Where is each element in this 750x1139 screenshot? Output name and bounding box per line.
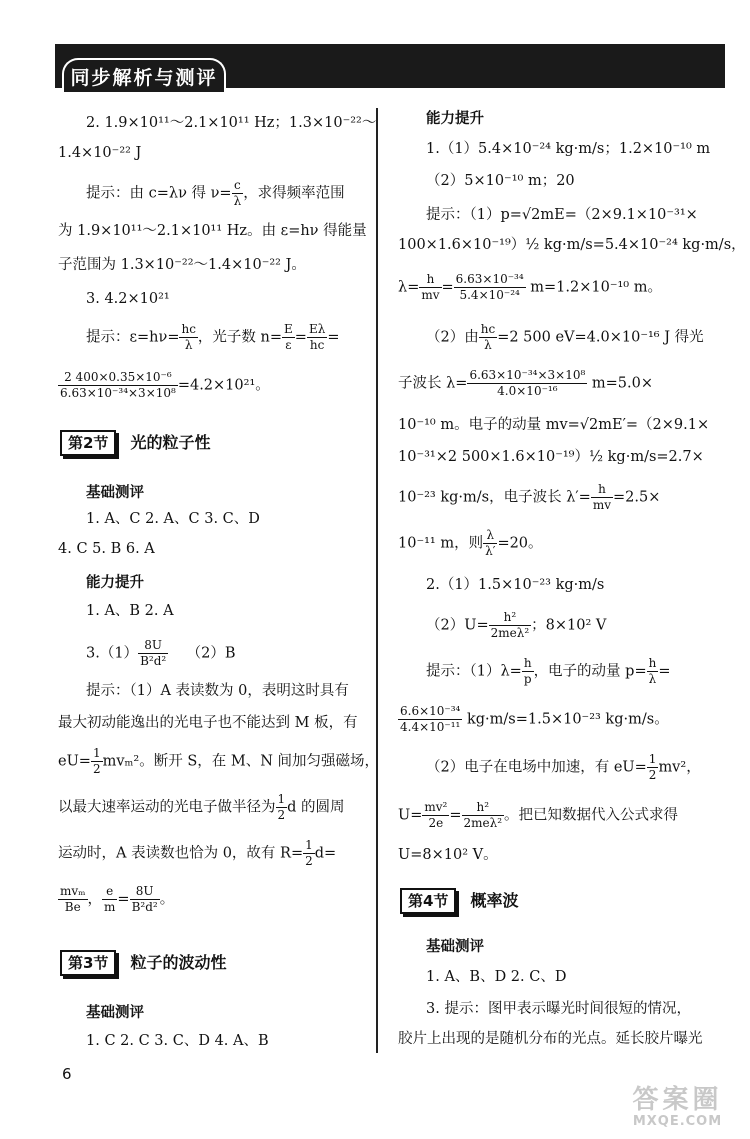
- hint-line: 以最大速率运动的光电子做半径为 $\frac{1}{2}$ d 的圆周: [58, 792, 345, 822]
- hint-line: 10⁻¹¹ m，则 $\frac{\lambda}{\lambda'}$ =20。: [398, 528, 543, 558]
- hint-line: （2）由 $\frac{hc}{\lambda}$ =2 500 eV=4.0×10⁻¹⁶ J 得光: [426, 322, 704, 352]
- fraction: $\frac{c}{\lambda}$: [233, 178, 242, 208]
- hint-line: 子范围为 1.3×10⁻²²～1.4×10⁻²² J。: [58, 257, 306, 273]
- answers: 2.（1）1.5×10⁻²³ kg·m/s: [426, 577, 605, 593]
- fraction: $\frac{\lambda}{\lambda'}$: [485, 528, 496, 558]
- answers: （2）5×10⁻¹⁰ m；20: [426, 173, 575, 189]
- section-2-heading: [60, 430, 210, 456]
- fraction: $\frac{E\lambda}{hc}$: [308, 322, 326, 352]
- fraction: $\frac{e}{m}$: [104, 884, 116, 914]
- section-3-heading: [60, 950, 226, 976]
- hint-line: $\frac{\text{6.6×10⁻³⁴}}{\text{4.4×10⁻¹¹}}$ kg·m/s=1.5×10⁻²³ kg·m/s。: [400, 704, 669, 734]
- hint-line: 10⁻³¹×2 500×1.6×10⁻¹⁹）½ kg·m/s=2.7×: [398, 449, 704, 465]
- answers: 1. A、B、D 2. C、D: [426, 969, 567, 985]
- section-title: 粒子的波动性: [130, 953, 227, 972]
- header-title: 同步解析与测评: [62, 58, 226, 92]
- fraction: $\frac{8U}{\text{B²d²}}$: [140, 638, 167, 668]
- fraction: $\frac{h}{\lambda}$: [648, 656, 657, 686]
- fraction: $\frac{1}{2}$: [277, 792, 286, 822]
- answer-2: 2. 1.9×10¹¹～2.1×10¹¹ Hz；1.3×10⁻²²～: [86, 115, 377, 131]
- watermark-logo: [610, 1086, 745, 1136]
- watermark-text: 答案圈: [632, 1085, 723, 1115]
- section-label: 第3节: [60, 950, 116, 976]
- hint-line: 提示：（1）p=√2mE=（2×9.1×10⁻³¹×: [426, 207, 698, 223]
- fraction: $\frac{1}{2}$: [648, 752, 657, 782]
- hint-line: $\frac{\text{2 400×0.35×10⁻⁶}}{\text{6.63×10⁻³⁴×3×10⁸}}$ =4.2×10²¹。: [60, 370, 270, 400]
- fraction: $\frac{1}{2}$: [92, 746, 101, 776]
- answers: 4. C 5. B 6. A: [58, 541, 155, 557]
- hint-line: 提示：由 c=λν 得 ν= $\frac{c}{\lambda}$ ，求得频率范围: [86, 178, 345, 208]
- fraction: $\frac{hc}{\lambda}$: [480, 322, 496, 352]
- answers: 1.（1）5.4×10⁻²⁴ kg·m/s；1.2×10⁻¹⁰ m: [426, 141, 711, 157]
- fraction: $\frac{\text{mvₘ}}{Be}$: [60, 884, 86, 914]
- section-title: 光的粒子性: [130, 433, 211, 452]
- hint-line: λ= $\frac{h}{mv}$ = $\frac{\text{6.63×10⁻³⁴}}{\text{5.4×10⁻²⁴}}$ m=1.2×10⁻¹⁰ m。: [398, 272, 662, 302]
- hint-line: U= $\frac{\text{mv²}}{2e}$ = $\frac{\text{h²}}{\text{2meλ²}}$ 。把已知数据代入公式求得: [398, 800, 679, 830]
- fraction: $\frac{\text{h²}}{\text{2meλ²}}$: [463, 800, 503, 830]
- column-divider: [376, 108, 378, 1053]
- hint-line: （2）电子在电场中加速，有 eU= $\frac{1}{2}$ mv²，: [426, 752, 701, 782]
- fraction: $\frac{h}{p}$: [523, 656, 532, 686]
- answer-3: 3. 4.2×10²¹: [86, 291, 170, 307]
- fraction: $\frac{hc}{\lambda}$: [181, 322, 196, 352]
- hint-line: 10⁻¹⁰ m。电子的动量 mv=√2mE′=（2×9.1×: [398, 417, 710, 433]
- hint-line: 提示：（1）A 表读数为 0，表明这时具有: [86, 683, 349, 699]
- fraction: $\frac{\text{6.63×10⁻³⁴×3×10⁸}}{\text{4.0×10⁻¹⁶}}$: [469, 368, 586, 398]
- page-number: 6: [62, 1065, 72, 1083]
- hint-line: 提示：ε=hν= $\frac{hc}{\lambda}$ ，光子数 n= $\frac{E}{\varepsilon}$ = $\frac{E\lambda}{hc}$ =: [86, 322, 340, 352]
- fraction: $\frac{\text{h²}}{\text{2meλ²}}$: [490, 610, 530, 640]
- subheading: 能力提升: [86, 575, 144, 591]
- hint-line: 3. 提示：图甲表示曝光时间很短的情况，: [426, 1001, 691, 1017]
- answer-2-cont: 1.4×10⁻²² J: [58, 145, 142, 161]
- hint-line: 100×1.6×10⁻¹⁹）½ kg·m/s=5.4×10⁻²⁴ kg·m/s，: [398, 237, 746, 253]
- section-label: 第2节: [60, 430, 116, 456]
- fraction: $\frac{8U}{\text{B²d²}}$: [131, 884, 158, 914]
- hint-line: U=8×10² V。: [398, 847, 498, 863]
- hint-line: 子波长 λ= $\frac{\text{6.63×10⁻³⁴×3×10⁸}}{\text{4.0×10⁻¹⁶}}$ m=5.0×: [398, 368, 653, 398]
- answers: （2）U= $\frac{\text{h²}}{\text{2meλ²}}$ ；8×10² V: [426, 610, 607, 640]
- answers: 1. A、B 2. A: [86, 603, 174, 619]
- fraction: $\frac{h}{mv}$: [421, 272, 440, 302]
- fraction: $\frac{h}{mv}$: [592, 482, 612, 512]
- hint-line: eU= $\frac{1}{2}$ mvₘ²。断开 S，在 M、N 间加匀强磁场，: [58, 746, 380, 776]
- fraction: $\frac{1}{2}$: [305, 838, 313, 868]
- section-4-heading: [400, 888, 518, 914]
- hint-line: 最大初动能逸出的光电子也不能达到 M 板，有: [58, 715, 358, 731]
- subheading: 基础测评: [86, 1005, 144, 1021]
- hint-line: 运动时，A 表读数也恰为 0，故有 R= $\frac{1}{2}$ d=: [58, 838, 337, 868]
- answers: 1. C 2. C 3. C、D 4. A、B: [86, 1033, 269, 1049]
- hint-line: 为 1.9×10¹¹～2.1×10¹¹ Hz。由 ε=hν 得能量: [58, 223, 367, 239]
- watermark-url: MXQE.COM: [632, 1114, 723, 1129]
- fraction: $\frac{\text{2 400×0.35×10⁻⁶}}{\text{6.63×10⁻³⁴×3×10⁸}}$: [60, 370, 176, 400]
- hint-line: 胶片上出现的是随机分布的光点。延长胶片曝光: [398, 1031, 703, 1047]
- hint-line: 10⁻²³ kg·m/s，电子波长 λ′= $\frac{h}{mv}$ =2.5×: [398, 482, 661, 512]
- answers: 1. A、C 2. A、C 3. C、D: [86, 511, 260, 527]
- fraction: $\frac{\text{6.63×10⁻³⁴}}{\text{5.4×10⁻²⁴}}$: [455, 272, 524, 302]
- section-label: 第4节: [400, 888, 456, 914]
- subheading: 基础测评: [426, 939, 484, 955]
- fraction: $\frac{\text{6.6×10⁻³⁴}}{\text{4.4×10⁻¹¹}}$: [400, 704, 461, 734]
- hint-line: $\frac{\text{mvₘ}}{Be}$ ， $\frac{e}{m}$ = $\frac{8U}{\text{B²d²}}$ 。: [60, 884, 175, 914]
- answers: 3.（1） $\frac{8U}{\text{B²d²}}$ （2）B: [86, 638, 236, 668]
- section-title: 概率波: [470, 891, 519, 910]
- subheading: 基础测评: [86, 485, 144, 501]
- subheading: 能力提升: [426, 111, 484, 127]
- fraction: $\frac{\text{mv²}}{2e}$: [424, 800, 448, 830]
- hint-line: 提示：（1）λ= $\frac{h}{p}$ ，电子的动量 p= $\frac{h}{\lambda}$ =: [426, 656, 671, 686]
- fraction: $\frac{E}{\varepsilon}$: [284, 322, 293, 352]
